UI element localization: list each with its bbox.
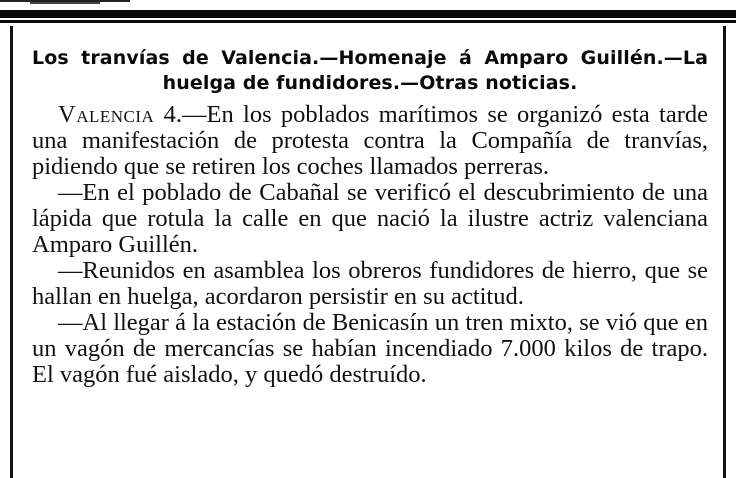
paragraph-cabanal-lapida: —En el poblado de Cabañal se verificó el descubrimiento de una lápida que rotula la calle en que nació la ilustre actriz valenciana Amparo Guillén. <box>32 179 708 258</box>
news-article <box>32 46 708 388</box>
right-column-border <box>723 26 726 478</box>
dateline-place: Valencia <box>58 101 155 128</box>
thin-column-rule <box>0 20 736 23</box>
left-column-border <box>10 26 13 478</box>
dateline-date: 4.— <box>154 101 207 128</box>
article-headline: Los tranvías de Valencia.—Homenaje á Amparo Guillén.—La huelga de fundidores.—Otras noticias. <box>32 47 708 94</box>
torn-page-top <box>0 0 736 6</box>
paragraph-valencia-tranvias <box>32 102 708 180</box>
print-fragment <box>30 2 100 4</box>
thick-column-rule <box>0 10 736 18</box>
paragraph-text: En los poblados marítimos se organizó esta tarde una manifestación de protesta contra la Compañía de tranvías, pidiendo que se retiren los coches llamados perreras. <box>32 101 709 180</box>
article-body <box>32 102 708 388</box>
paragraph-benicasin-vagon: —Al llegar á la estación de Benicasín un tren mixto, se vió que en un vagón de mercancías se habían incendiado 7.000 kilos de trapo. El vagón fué aislado, y quedó destruído. <box>32 309 708 388</box>
paragraph-fundidores-huelga: —Reunidos en asamblea los obreros fundidores de hierro, que se hallan en huelga, acordaron persistir en su actitud. <box>32 257 708 310</box>
